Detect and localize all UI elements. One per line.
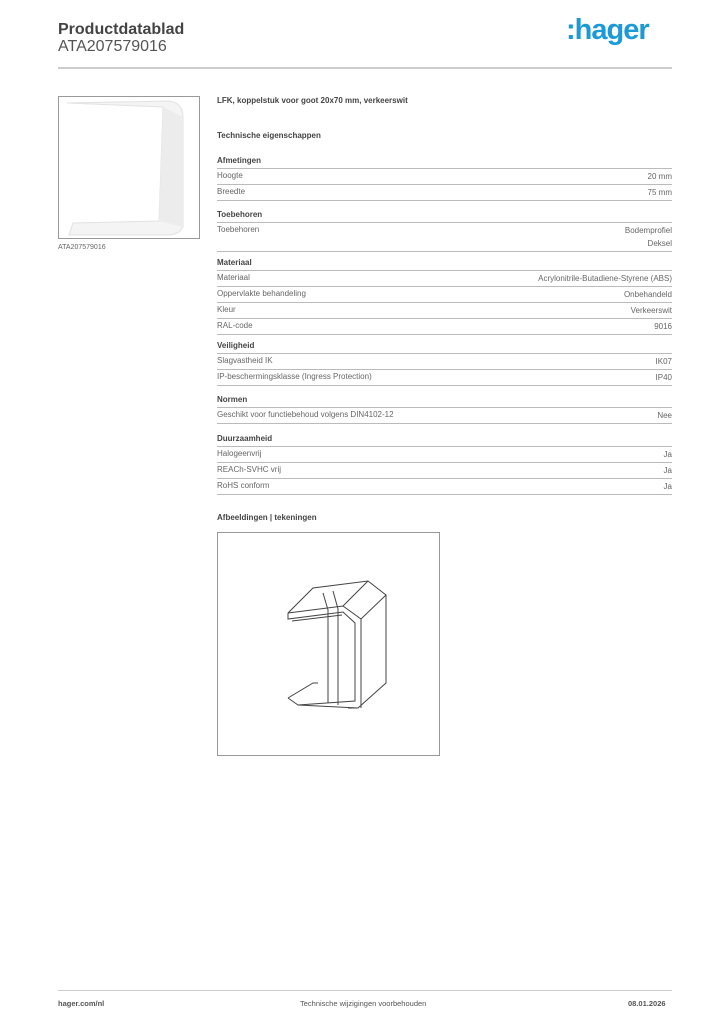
spec-value: Verkeerswit xyxy=(630,306,672,315)
spec-label: RAL-code xyxy=(217,321,253,330)
spec-label: RoHS conform xyxy=(217,481,270,490)
footer-date: 08.01.2026 xyxy=(628,999,666,1008)
spec-section-veiligheid xyxy=(217,339,672,386)
spec-value: Acrylonitrile-Butadiene-Styrene (ABS) xyxy=(538,274,672,283)
spec-section-duurzaamheid xyxy=(217,432,672,495)
technical-drawing xyxy=(217,532,440,756)
spec-row xyxy=(217,479,672,495)
spec-row xyxy=(217,185,672,201)
footer-notice: Technische wijzigingen voorbehouden xyxy=(300,999,427,1008)
spec-row xyxy=(217,354,672,370)
spec-section-normen xyxy=(217,393,672,424)
spec-label: IP-beschermingsklasse (Ingress Protection) xyxy=(217,372,372,381)
spec-section-afmetingen xyxy=(217,154,672,201)
spec-row xyxy=(217,223,672,252)
spec-label: Oppervlakte behandeling xyxy=(217,289,306,298)
spec-value: Ja xyxy=(663,482,672,491)
drawings-heading: Afbeeldingen | tekeningen xyxy=(217,513,317,522)
section-heading: Veiligheid xyxy=(217,339,672,354)
spec-value: Ja xyxy=(663,466,672,475)
spec-row xyxy=(217,319,672,335)
spec-row xyxy=(217,287,672,303)
section-heading: Materiaal xyxy=(217,256,672,271)
hager-logo: :hager xyxy=(566,14,649,46)
spec-value: 20 mm xyxy=(647,172,672,181)
spec-row xyxy=(217,408,672,424)
page-title: Productdatablad xyxy=(58,21,185,38)
spec-label: Toebehoren xyxy=(217,225,260,234)
spec-value: IP40 xyxy=(655,373,672,382)
spec-value: Bodemprofiel Deksel xyxy=(624,226,672,248)
product-photo xyxy=(58,96,200,239)
photo-caption: ATA207579016 xyxy=(58,244,106,251)
spec-label: Hoogte xyxy=(217,171,243,180)
spec-label: Breedte xyxy=(217,187,246,196)
spec-value: Ja xyxy=(663,450,672,459)
spec-label: Geschikt voor functiebehoud volgens DIN4102-12 xyxy=(217,410,394,419)
spec-row xyxy=(217,447,672,463)
spec-section-materiaal xyxy=(217,256,672,335)
spec-label: Slagvastheid IK xyxy=(217,356,273,365)
spec-row xyxy=(217,463,672,479)
spec-value: 75 mm xyxy=(647,188,672,197)
section-heading: Afmetingen xyxy=(217,154,672,169)
spec-row xyxy=(217,169,672,185)
footer-website-link[interactable]: hager.com/nl xyxy=(58,999,105,1008)
spec-row xyxy=(217,303,672,319)
spec-label: Halogeenvrij xyxy=(217,449,262,458)
spec-value: 9016 xyxy=(654,322,672,331)
spec-row xyxy=(217,271,672,287)
header-divider xyxy=(58,67,672,69)
tech-heading: Technische eigenschappen xyxy=(217,131,321,140)
spec-value: Onbehandeld xyxy=(623,290,672,299)
section-heading: Duurzaamheid xyxy=(217,432,672,447)
spec-label: REACh-SVHC vrij xyxy=(217,465,282,474)
spec-row xyxy=(217,370,672,386)
spec-section-toebehoren xyxy=(217,208,672,252)
section-heading: Normen xyxy=(217,393,672,408)
spec-label: Materiaal xyxy=(217,273,250,282)
product-description: LFK, koppelstuk voor goot 20x70 mm, verkeerswit xyxy=(217,96,408,105)
spec-value: Nee xyxy=(657,411,672,420)
footer-divider xyxy=(58,990,672,991)
spec-value: IK07 xyxy=(655,357,672,366)
section-heading: Toebehoren xyxy=(217,208,672,223)
product-number: ATA207579016 xyxy=(58,38,167,55)
spec-label: Kleur xyxy=(217,305,236,314)
